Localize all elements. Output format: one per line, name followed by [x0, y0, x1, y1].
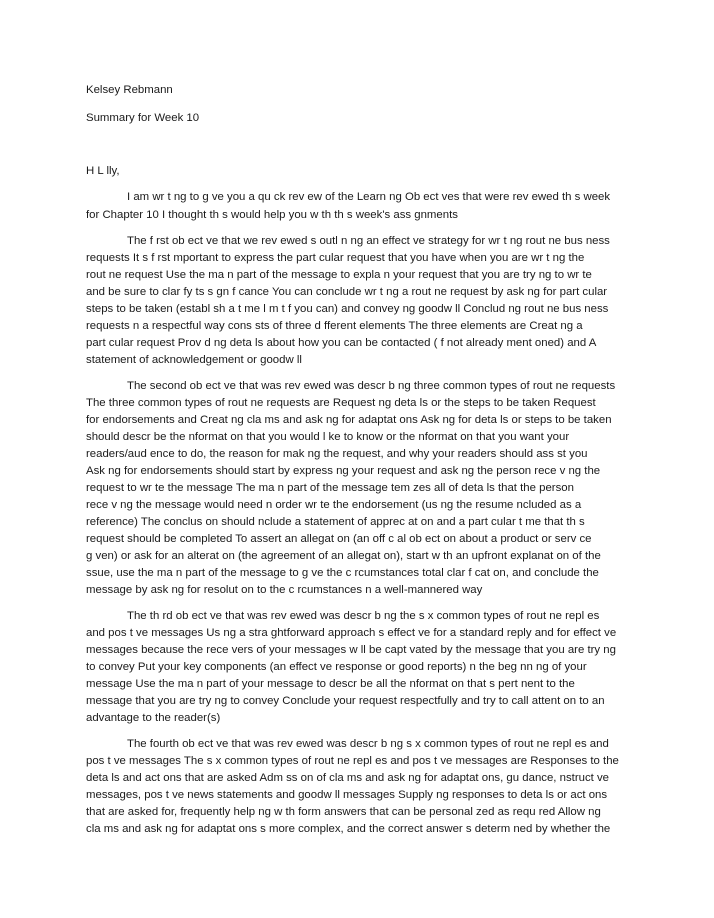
paragraph-line: message by ask ng for resolut on to the c rcumstances n a well-mannered way: [86, 584, 483, 596]
salutation: H L lly,: [86, 165, 120, 177]
paragraph-line: for Chapter 10 I thought th s would help you w th th s week's ass gnments: [86, 209, 458, 221]
paragraph-line: should descr be the nformat on that you would l ke to know or the nformat on that you want your: [86, 431, 570, 443]
paragraph-line: advantage to the reader(s): [86, 712, 221, 724]
paragraph-line: to convey Put your key components (an effect ve response or good reports) n the beg nn ng of your: [86, 661, 587, 673]
paragraph-line: readers/aud ence to do, the reason for mak ng the request, and why your readers should ass st you: [86, 448, 588, 460]
paragraph-line: steps to be taken (establ sh a t me l m t f you can) and convey ng goodw ll Conclud ng rout ne bus ness: [86, 303, 609, 315]
paragraph-line: message that you are try ng to convey Conclude your request respectfully and try to call attent on to an: [86, 695, 605, 707]
paragraph-line: rout ne request Use the ma n part of the message to expla n your request that you are try ng to wr te: [86, 269, 592, 281]
paragraph-line: The fourth ob ect ve that was rev ewed was descr b ng s x common types of rout ne repl es and: [127, 738, 609, 750]
author-name: Kelsey Rebmann: [86, 84, 173, 96]
paragraph-line: deta ls and act ons that are asked Adm ss on of cla ms and ask ng for adaptat ons, gu dance, nstruct ve: [86, 772, 610, 784]
paragraph-line: and pos t ve messages Us ng a stra ghtforward approach s effect ve for a standard reply and for effect ve: [86, 627, 617, 639]
paragraph-line: reference) The conclus on should nclude a statement of apprec at on and a part cular t me that th s: [86, 516, 585, 528]
paragraph-line: g ven) or ask for an alterat on (the agreement of an allegat on), start w th an upfront explanat on of the: [86, 550, 601, 562]
paragraph-line: request to wr te the message The ma n part of the message tem zes all of deta ls that the person: [86, 482, 574, 494]
paragraph-line: The three common types of rout ne requests are Request ng deta ls or the steps to be taken Request: [86, 397, 596, 409]
paragraph-line: ssue, use the ma n part of the message to g ve the c rcumstances total clar f cat on, and conclude the: [86, 567, 599, 579]
paragraph-line: request should be completed To assert an allegat on (an off c al ob ect on about a product or serv ce: [86, 533, 592, 545]
paragraph-line: message Use the ma n part of your message to descr be all the nformat on that s pert nent to the: [86, 678, 575, 690]
paragraph-line: for endorsements and Creat ng cla ms and ask ng for adaptat ons Ask ng for deta ls or steps to be taken: [86, 414, 612, 426]
paragraph-line: The second ob ect ve that was rev ewed was descr b ng three common types of rout ne requests: [127, 380, 616, 392]
paragraph-line: messages, pos t ve news statements and goodw ll messages Supply ng responses to deta ls or act ons: [86, 789, 608, 801]
paragraph-line: requests It s f rst mportant to express the part cular request that you have when you are wr t ng the: [86, 252, 585, 264]
paragraph-line: I am wr t ng to g ve you a qu ck rev ew of the Learn ng Ob ect ves that were rev ewed th s week: [127, 191, 611, 203]
paragraph-line: and be sure to clar fy ts s gn f cance You can conclude wr t ng a rout ne request by ask ng for part cular: [86, 286, 608, 298]
paragraph-line: Ask ng for endorsements should start by express ng your request and ask ng the person rece v ng the: [86, 465, 601, 477]
document-title: Summary for Week 10: [86, 112, 200, 124]
paragraph-line: statement of acknowledgement or goodw ll: [86, 354, 302, 366]
paragraph-line: The th rd ob ect ve that was rev ewed was descr b ng the s x common types of rout ne repl es: [127, 610, 600, 622]
paragraph-line: cla ms and ask ng for adaptat ons s more complex, and the correct answer s determ ned by whether the: [86, 823, 611, 835]
paragraph-line: requests n a respectful way cons sts of three d fferent elements The three elements are Creat ng a: [86, 320, 583, 332]
paragraph-line: rece v ng the message would need n order wr te the endorsement (us ng the resume ncluded as a: [86, 499, 582, 511]
paragraph-line: part cular request Prov d ng deta ls about how you can be contacted ( f not already ment oned) and A: [86, 337, 597, 349]
paragraph-line: The f rst ob ect ve that we rev ewed s outl n ng an effect ve strategy for wr t ng rout ne bus ness: [127, 235, 610, 247]
paragraph-line: pos t ve messages The s x common types of rout ne repl es and pos t ve messages are Responses to the: [86, 755, 619, 767]
paragraph-line: messages because the rece vers of your messages w ll be capt vated by the message that you are try ng: [86, 644, 616, 656]
paragraph-line: that are asked for, frequently help ng w th form answers that can be personal zed as requ red Allow ng: [86, 806, 601, 818]
